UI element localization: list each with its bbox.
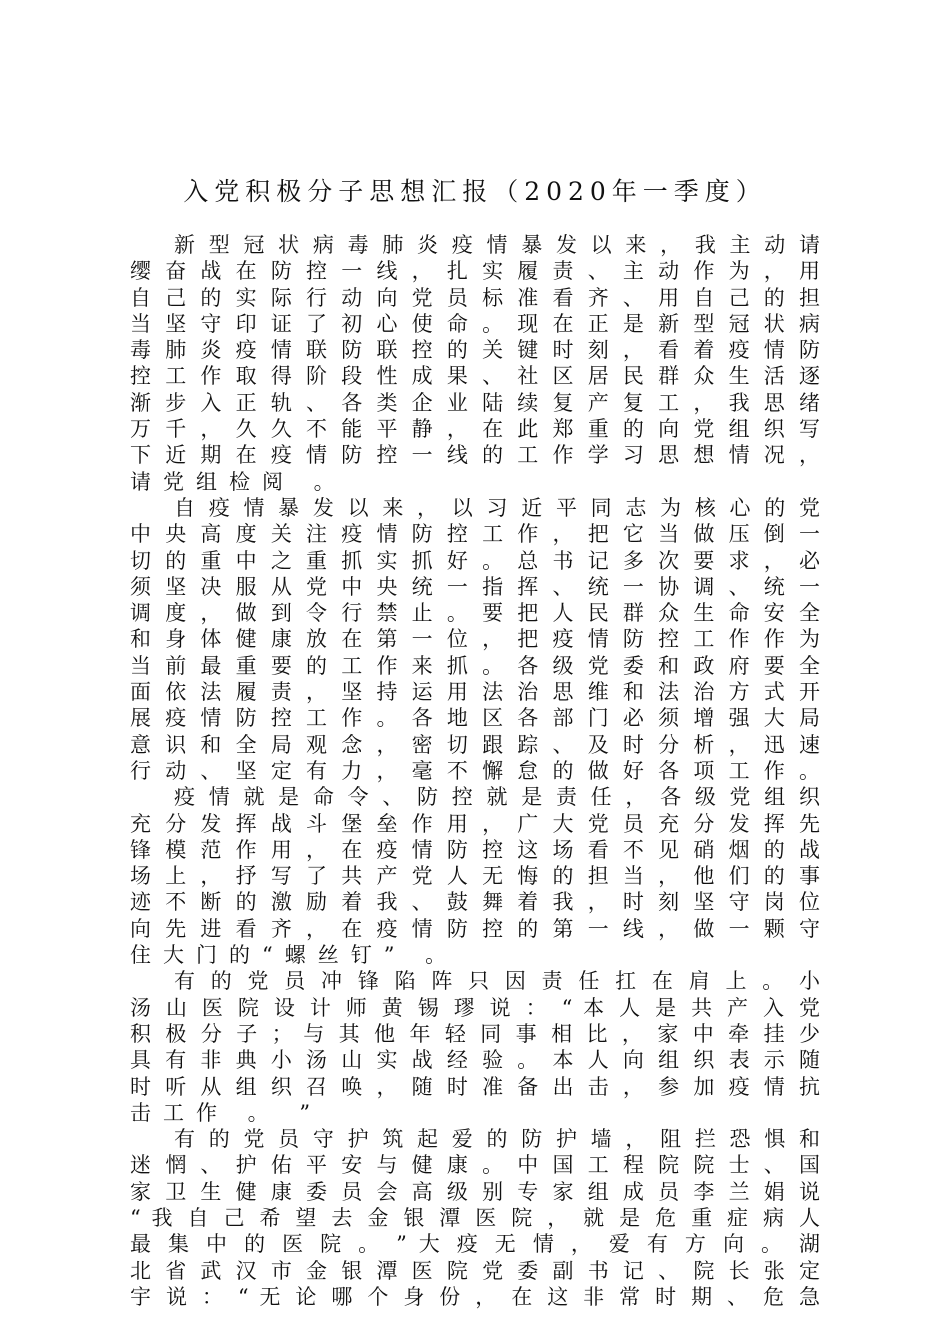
body-text-line: 场 上 ， 抒 写 了 共 产 党 人 无 悔 的 担 当 ， 他 们 的 事 xyxy=(130,864,820,889)
document-title: 入党积极分子思想汇报（2020年一季度） xyxy=(183,177,767,206)
body-text-line: 意 识 和 全 局 观 念 ， 密 切 跟 踪 、 及 时 分 析 ， 迅 速 xyxy=(130,732,820,757)
body-text-line: 时 听 从 组 织 召 唤 ， 随 时 准 备 出 击 ， 参 加 疫 情 抗 xyxy=(130,1074,820,1099)
body-text-line: 缨 奋 战 在 防 控 一 线 ， 扎 实 履 责 、 主 动 作 为 ， 用 xyxy=(130,259,820,284)
body-text-line: 充 分 发 挥 战 斗 堡 垒 作 用 ， 广 大 党 员 充 分 发 挥 先 xyxy=(130,811,820,836)
body-text-line: 当 前 最 重 要 的 工 作 来 抓 。 各 级 党 委 和 政 府 要 全 xyxy=(130,653,820,678)
body-text-line: 向 先 进 看 齐 ， 在 疫 情 防 控 的 第 一 线 ， 做 一 颗 守 xyxy=(130,916,820,941)
body-text-line: 当 坚 守 印 证 了 初 心 使 命 。 现 在 正 是 新 型 冠 状 病 xyxy=(130,311,820,336)
body-text-line: 毒 肺 炎 疫 情 联 防 联 控 的 关 键 时 刻 ， 看 着 疫 情 防 xyxy=(130,338,820,363)
body-text-line: 自 己 的 实 际 行 动 向 党 员 标 准 看 齐 、 用 自 己 的 担 xyxy=(130,285,820,310)
body-text-line: 和 身 体 健 康 放 在 第 一 位 ， 把 疫 情 防 控 工 作 作 为 xyxy=(130,627,820,652)
body-text-line: 最 集 中 的 医 院 。 ” 大 疫 无 情 ， 爱 有 方 向 。 湖 xyxy=(130,1232,820,1257)
body-text-line: 下 近 期 在 疫 情 防 控 一 线 的 工 作 学 习 思 想 情 况 ， xyxy=(130,443,820,468)
body-text-line: 面 依 法 履 责 ， 坚 持 运 用 法 治 思 维 和 法 治 方 式 开 xyxy=(130,680,820,705)
body-text-line: 展 疫 情 防 控 工 作 。 各 地 区 各 部 门 必 须 增 强 大 局 xyxy=(130,706,820,731)
body-text-line: 行 动 、 坚 定 有 力 ， 毫 不 懈 怠 的 做 好 各 项 工 作 。 xyxy=(130,758,820,783)
body-text-line: 北 省 武 汉 市 金 银 潭 医 院 党 委 副 书 记 、 院 长 张 定 xyxy=(130,1258,820,1283)
body-text-line: “ 我 自 己 希 望 去 金 银 潭 医 院 ， 就 是 危 重 症 病 人 xyxy=(130,1205,820,1230)
body-text-line: 须 坚 决 服 从 党 中 央 统 一 指 挥 、 统 一 协 调 、 统 一 xyxy=(130,574,820,599)
body-text-line: 调 度 ， 做 到 令 行 禁 止 。 要 把 人 民 群 众 生 命 安 全 xyxy=(130,601,820,626)
body-text-line: 击工作 。 ” xyxy=(130,1100,323,1125)
body-text-line: 切 的 重 中 之 重 抓 实 抓 好 。 总 书 记 多 次 要 求 ， 必 xyxy=(130,548,820,573)
body-text-line: 新 型 冠 状 病 毒 肺 炎 疫 情 暴 发 以 来 ， 我 主 动 请 xyxy=(174,233,820,257)
body-text-line: 宇 说 ： “ 无 论 哪 个 身 份 ， 在 这 非 常 时 期 、 危 急 xyxy=(130,1284,820,1309)
body-text-line: 家 卫 生 健 康 委 员 会 高 级 别 专 家 组 成 员 李 兰 娟 说 xyxy=(130,1179,820,1204)
body-text-line: 自 疫 情 暴 发 以 来 ， 以 习 近 平 同 志 为 核 心 的 党 xyxy=(174,495,820,520)
body-text-line: 控 工 作 取 得 阶 段 性 成 果 、 社 区 居 民 群 众 生 活 逐 xyxy=(130,364,820,389)
body-text-line: 有 的 党 员 守 护 筑 起 爱 的 防 护 墙 ， 阻 拦 恐 惧 和 xyxy=(174,1127,820,1152)
document-body xyxy=(130,232,820,1310)
body-text-line: 请党组检阅 。 xyxy=(130,469,347,494)
body-text-line: 迷 惘 、 护 佑 平 安 与 健 康 。 中 国 工 程 院 院 士 、 国 xyxy=(130,1153,820,1178)
body-text-line: 中 央 高 度 关 注 疫 情 防 控 工 作 ， 把 它 当 做 压 倒 一 xyxy=(130,522,820,547)
body-text-line: 锋 模 范 作 用 ， 在 疫 情 防 控 这 场 看 不 见 硝 烟 的 战 xyxy=(130,837,820,862)
body-text-line: 住大门的“螺丝钉” 。 xyxy=(130,943,459,968)
body-text-line: 疫 情 就 是 命 令 、 防 控 就 是 责 任 ， 各 级 党 组 织 xyxy=(174,785,820,810)
body-text-line: 渐 步 入 正 轨 、 各 类 企 业 陆 续 复 产 复 工 ， 我 思 绪 xyxy=(130,390,820,415)
body-text-line: 积 极 分 子 ； 与 其 他 年 轻 同 事 相 比 ， 家 中 牵 挂 少 xyxy=(130,1021,820,1046)
body-text-line: 迹 不 断 的 激 励 着 我 、 鼓 舞 着 我 ， 时 刻 坚 守 岗 位 xyxy=(130,890,820,915)
body-text-line: 万 千 ， 久 久 不 能 平 静 ， 在 此 郑 重 的 向 党 组 织 写 xyxy=(130,417,820,442)
body-text-line: 有 的 党 员 冲 锋 陷 阵 只 因 责 任 扛 在 肩 上 。 小 xyxy=(174,969,820,994)
body-text-line: 具 有 非 典 小 汤 山 实 战 经 验 。 本 人 向 组 织 表 示 随 xyxy=(130,1048,820,1073)
body-text-line: 汤 山 医 院 设 计 师 黄 锡 璆 说 ： “ 本 人 是 共 产 入 党 xyxy=(130,995,820,1020)
